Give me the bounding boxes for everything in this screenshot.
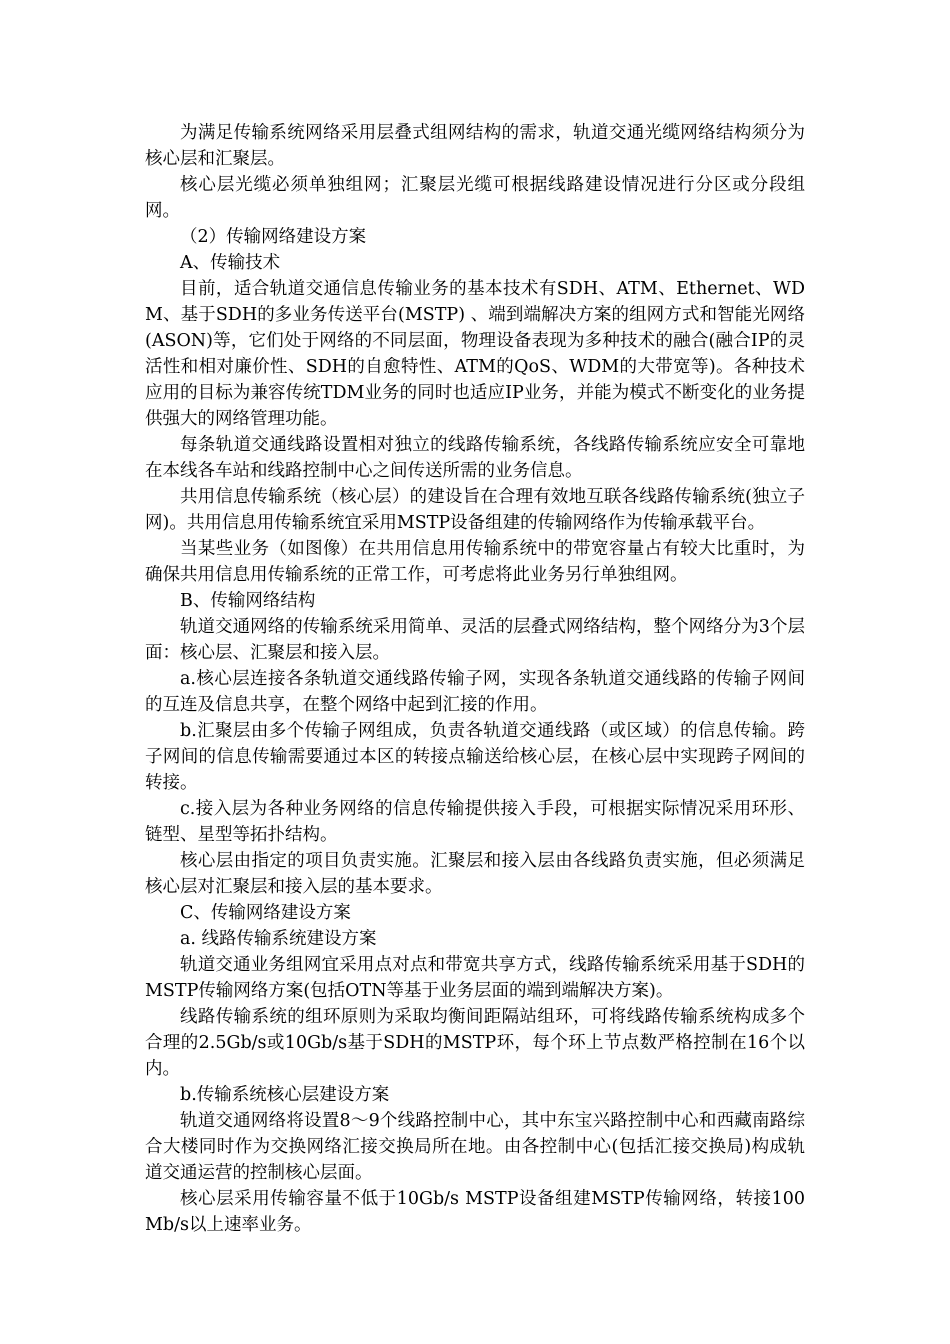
- paragraph: 为满足传输系统网络采用层叠式组网结构的需求，轨道交通光缆网络结构须分为核心层和汇聚层。: [145, 123, 805, 169]
- subsection-heading: a. 线路传输系统建设方案: [180, 929, 377, 949]
- paragraph: 目前，适合轨道交通信息传输业务的基本技术有SDH、ATM、Ethernet、WDM、基于SDH的多业务传送平台(MSTP) 、端到端解决方案的组网方式和智能光网络(ASON)等，它们处于网络的不同层面，物理设备表现为多种技术的融合(融合IP的灵活性和相对廉价性、SDH的自愈特性、ATM的QoS、WDM的大带宽等)。各种技术应用的目标为兼容传统TDM业务的同时也适应IP业务，并能为模式不断变化的业务提供强大的网络管理功能。: [145, 279, 805, 429]
- subsection-heading: b.传输系统核心层建设方案: [180, 1085, 390, 1105]
- list-item: a.核心层连接各条轨道交通线路传输子网，实现各条轨道交通线路的传输子网间的互连及信息共享，在整个网络中起到汇接的作用。: [145, 669, 805, 715]
- subsection-heading: C、传输网络建设方案: [180, 903, 351, 923]
- subsection-heading: A、传输技术: [180, 253, 281, 273]
- paragraph: 线路传输系统的组环原则为采取均衡间距隔站组环，可将线路传输系统构成多个合理的2.5Gb/s或10Gb/s基于SDH的MSTP环，每个环上节点数严格控制在16个以内。: [145, 1007, 805, 1079]
- paragraph: 轨道交通网络将设置8～9个线路控制中心，其中东宝兴路控制中心和西藏南路综合大楼同时作为交换网络汇接交换局所在地。由各控制中心(包括汇接交换局)构成轨道交通运营的控制核心层面。: [145, 1111, 805, 1183]
- list-item: c.接入层为各种业务网络的信息传输提供接入手段，可根据实际情况采用环形、链型、星型等拓扑结构。: [145, 799, 805, 845]
- paragraph: 核心层采用传输容量不低于10Gb/s MSTP设备组建MSTP传输网络，转接100Mb/s以上速率业务。: [145, 1189, 805, 1235]
- paragraph: 核心层由指定的项目负责实施。汇聚层和接入层由各线路负责实施，但必须满足核心层对汇聚层和接入层的基本要求。: [145, 851, 805, 897]
- paragraph: 每条轨道交通线路设置相对独立的线路传输系统，各线路传输系统应安全可靠地在本线各车站和线路控制中心之间传送所需的业务信息。: [145, 435, 805, 481]
- subsection-heading: B、传输网络结构: [180, 591, 316, 611]
- paragraph: 当某些业务（如图像）在共用信息用传输系统中的带宽容量占有较大比重时，为确保共用信息用传输系统的正常工作，可考虑将此业务另行单独组网。: [145, 539, 805, 585]
- section-heading: （2）传输网络建设方案: [180, 227, 367, 247]
- list-item: b.汇聚层由多个传输子网组成，负责各轨道交通线路（或区域）的信息传输。跨子网间的信息传输需要通过本区的转接点输送给核心层，在核心层中实现跨子网间的转接。: [145, 721, 805, 793]
- paragraph: 轨道交通业务组网宜采用点对点和带宽共享方式，线路传输系统采用基于SDH的MSTP传输网络方案(包括OTN等基于业务层面的端到端解决方案)。: [145, 955, 805, 1001]
- paragraph: 核心层光缆必须单独组网；汇聚层光缆可根据线路建设情况进行分区或分段组网。: [145, 175, 805, 221]
- paragraph: 共用信息传输系统（核心层）的建设旨在合理有效地互联各线路传输系统(独立子网)。共用信息用传输系统宜采用MSTP设备组建的传输网络作为传输承载平台。: [145, 487, 805, 533]
- document-body: [145, 120, 805, 1238]
- paragraph: 轨道交通网络的传输系统采用简单、灵活的层叠式网络结构，整个网络分为3个层面：核心层、汇聚层和接入层。: [145, 617, 805, 663]
